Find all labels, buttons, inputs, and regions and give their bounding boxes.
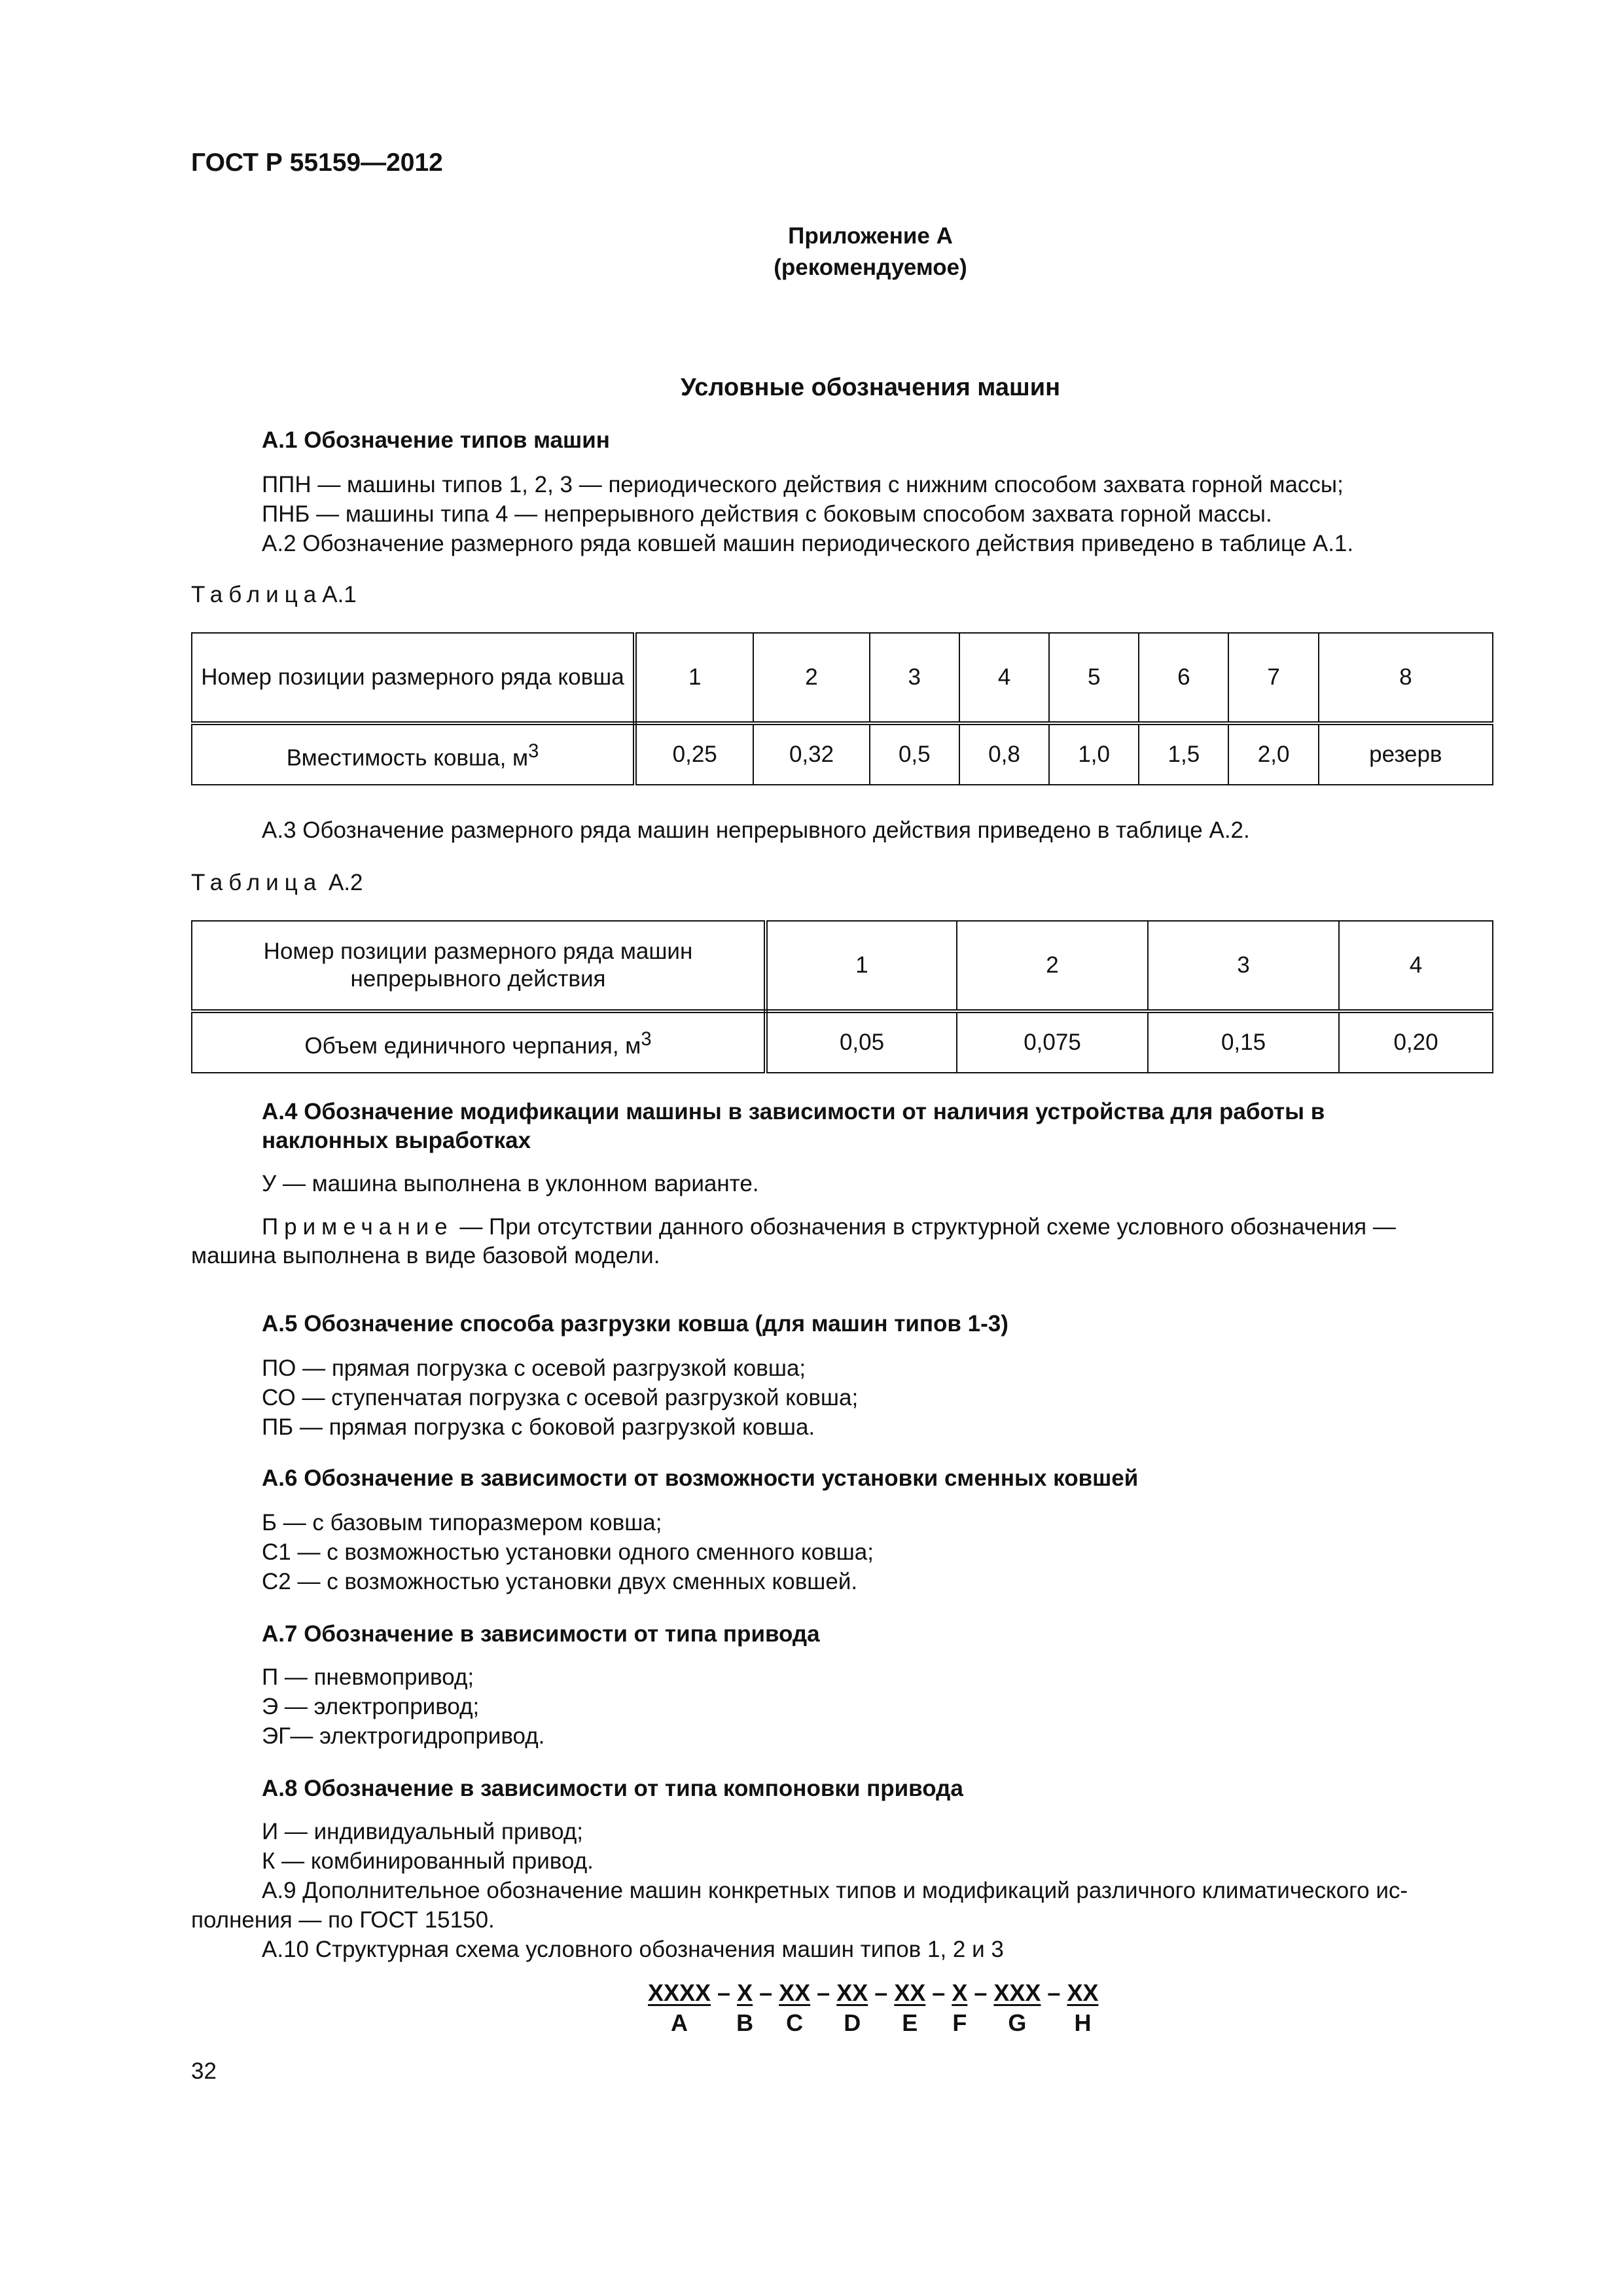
scheme-letter: F	[952, 2009, 967, 2036]
scheme-separator: –	[753, 1979, 779, 2006]
table-cell: 0,05	[766, 1011, 957, 1073]
scheme-letter: A	[671, 2009, 688, 2036]
a7-line: Э — электропривод;	[262, 1694, 480, 1719]
a3-text: А.3 Обозначение размерного ряда машин непрерывного действия приведено в таблице А.2.	[262, 817, 1250, 843]
table-cell: 0,075	[957, 1011, 1148, 1073]
table-cell: 2	[957, 921, 1148, 1011]
a6-heading: А.6 Обозначение в зависимости от возможности установки сменных ковшей	[262, 1465, 1139, 1491]
a8-line: К — комбинированный привод.	[262, 1848, 594, 1874]
scheme-separator: –	[967, 1979, 994, 2006]
table-row	[192, 633, 1493, 723]
table-cell: 1,0	[1049, 723, 1139, 785]
table1-caption-word: Таблица	[191, 582, 323, 607]
a1-line: ПНБ — машины типа 4 — непрерывного действия с боковым способом захвата горной массы.	[262, 501, 1272, 527]
table-cell: 8	[1319, 633, 1493, 723]
designation-scheme-letters	[0, 2008, 1623, 2039]
table-cell: 6	[1139, 633, 1228, 723]
scheme-letter: D	[844, 2009, 861, 2036]
table-row	[192, 723, 1493, 785]
a1-heading: А.1 Обозначение типов машин	[262, 427, 610, 453]
scheme-code: X	[737, 1979, 753, 2006]
table-row	[192, 921, 1493, 1011]
table2-caption-word: Таблица	[191, 870, 323, 895]
a4-line: У — машина выполнена в уклонном варианте.	[262, 1171, 759, 1196]
table-cell	[192, 723, 635, 785]
table-cell: 3	[1148, 921, 1339, 1011]
note-text: — При отсутствии данного обозначения в структурной схеме условного обозначения —	[453, 1214, 1396, 1240]
table-cell: 1	[766, 921, 957, 1011]
table-cell: 5	[1049, 633, 1139, 723]
table-row	[192, 1011, 1493, 1073]
table-cell: 0,32	[753, 723, 869, 785]
a7-heading: А.7 Обозначение в зависимости от типа привода	[262, 1621, 820, 1647]
a4-note-cont: машина выполнена в виде базовой модели.	[191, 1243, 660, 1268]
scheme-separator: –	[711, 1979, 738, 2006]
table-cell: Номер позиции размерного ряда машин непрерывного действия	[192, 921, 766, 1011]
standard-number: ГОСТ Р 55159—2012	[191, 149, 443, 177]
cell-text: Вместимость ковша, м	[286, 745, 529, 771]
scheme-code: XX	[836, 1979, 868, 2006]
scheme-letter: B	[736, 2009, 754, 2036]
page-number: 32	[191, 2058, 217, 2084]
a4-heading: А.4 Обозначение модификации машины в зависимости от наличия устройства для работы в	[262, 1099, 1325, 1124]
scheme-letter: C	[786, 2009, 804, 2036]
scheme-code: XX	[894, 1979, 926, 2006]
scheme-letter: G	[1008, 2009, 1027, 2036]
cell-text: Объем единичного черпания, м	[304, 1033, 641, 1059]
table-cell	[192, 1011, 766, 1073]
scheme-code: XXXX	[648, 1979, 711, 2006]
note-word: Примечание	[262, 1214, 454, 1240]
a1-line: ППН — машины типов 1, 2, 3 — периодического действия с нижним способом захвата горной массы;	[262, 472, 1344, 497]
appendix-title: Приложение А	[788, 223, 953, 249]
scheme-letter: H	[1074, 2009, 1092, 2036]
table-cell: 2,0	[1228, 723, 1318, 785]
table-a2	[191, 920, 1493, 1073]
scheme-separator: –	[810, 1979, 837, 2006]
scheme-separator: –	[868, 1979, 895, 2006]
table-cell: 0,20	[1339, 1011, 1493, 1073]
table2-caption	[191, 868, 363, 897]
table-cell: резерв	[1319, 723, 1493, 785]
a4-heading-cont: наклонных выработках	[262, 1128, 531, 1153]
a5-heading: А.5 Обозначение способа разгрузки ковша (для машин типов 1-3)	[262, 1311, 1008, 1336]
a7-line: П — пневмопривод;	[262, 1664, 474, 1690]
a9-text: А.9 Дополнительное обозначение машин конкретных типов и модификаций различного климатического ис-	[262, 1878, 1408, 1903]
a5-line: ПБ — прямая погрузка с боковой разгрузкой ковша.	[262, 1414, 815, 1440]
scheme-letter: E	[902, 2009, 918, 2036]
a6-line: С1 — с возможностью установки одного сменного ковша;	[262, 1539, 874, 1565]
scheme-code: XX	[779, 1979, 811, 2006]
a10-text: А.10 Структурная схема условного обозначения машин типов 1, 2 и 3	[262, 1937, 1004, 1962]
a9-text-cont: полнения — по ГОСТ 15150.	[191, 1907, 495, 1933]
table-cell: 0,25	[635, 723, 753, 785]
a6-line: Б — с базовым типоразмером ковша;	[262, 1510, 662, 1535]
a8-line: И — индивидуальный привод;	[262, 1819, 584, 1844]
table-cell: 0,15	[1148, 1011, 1339, 1073]
table-cell: 4	[959, 633, 1049, 723]
designation-scheme-codes	[648, 1978, 1098, 2007]
scheme-code: XX	[1067, 1979, 1099, 2006]
a7-line: ЭГ— электрогидропривод.	[262, 1723, 545, 1749]
table-cell: 0,8	[959, 723, 1049, 785]
a6-line: С2 — с возможностью установки двух сменных ковшей.	[262, 1569, 858, 1594]
table1-caption-num: А.1	[322, 582, 357, 607]
superscript: 3	[528, 740, 539, 762]
table-cell: Номер позиции размерного ряда ковша	[192, 633, 635, 723]
table-cell: 3	[870, 633, 959, 723]
appendix-status: (рекомендуемое)	[774, 255, 967, 280]
table-cell: 1,5	[1139, 723, 1228, 785]
table1-caption	[191, 580, 357, 609]
table-cell: 1	[635, 633, 753, 723]
table2-caption-num: А.2	[328, 870, 363, 895]
a4-note	[262, 1212, 1492, 1242]
table-cell: 2	[753, 633, 869, 723]
table-cell: 0,5	[870, 723, 959, 785]
table-a1	[191, 632, 1493, 785]
a2-text: А.2 Обозначение размерного ряда ковшей машин периодического действия приведено в таблице А.1.	[262, 531, 1354, 556]
scheme-code: X	[952, 1979, 968, 2006]
a5-line: СО — ступенчатая погрузка с осевой разгрузкой ковша;	[262, 1385, 859, 1410]
table-cell: 4	[1339, 921, 1493, 1011]
scheme-code: XXX	[993, 1979, 1041, 2006]
superscript: 3	[641, 1028, 652, 1050]
scheme-separator: –	[925, 1979, 952, 2006]
scheme-separator: –	[1041, 1979, 1067, 2006]
table-cell: 7	[1228, 633, 1318, 723]
a8-heading: А.8 Обозначение в зависимости от типа компоновки привода	[262, 1776, 963, 1801]
section-title: Условные обозначения машин	[680, 374, 1061, 401]
a5-line: ПО — прямая погрузка с осевой разгрузкой ковша;	[262, 1355, 806, 1381]
